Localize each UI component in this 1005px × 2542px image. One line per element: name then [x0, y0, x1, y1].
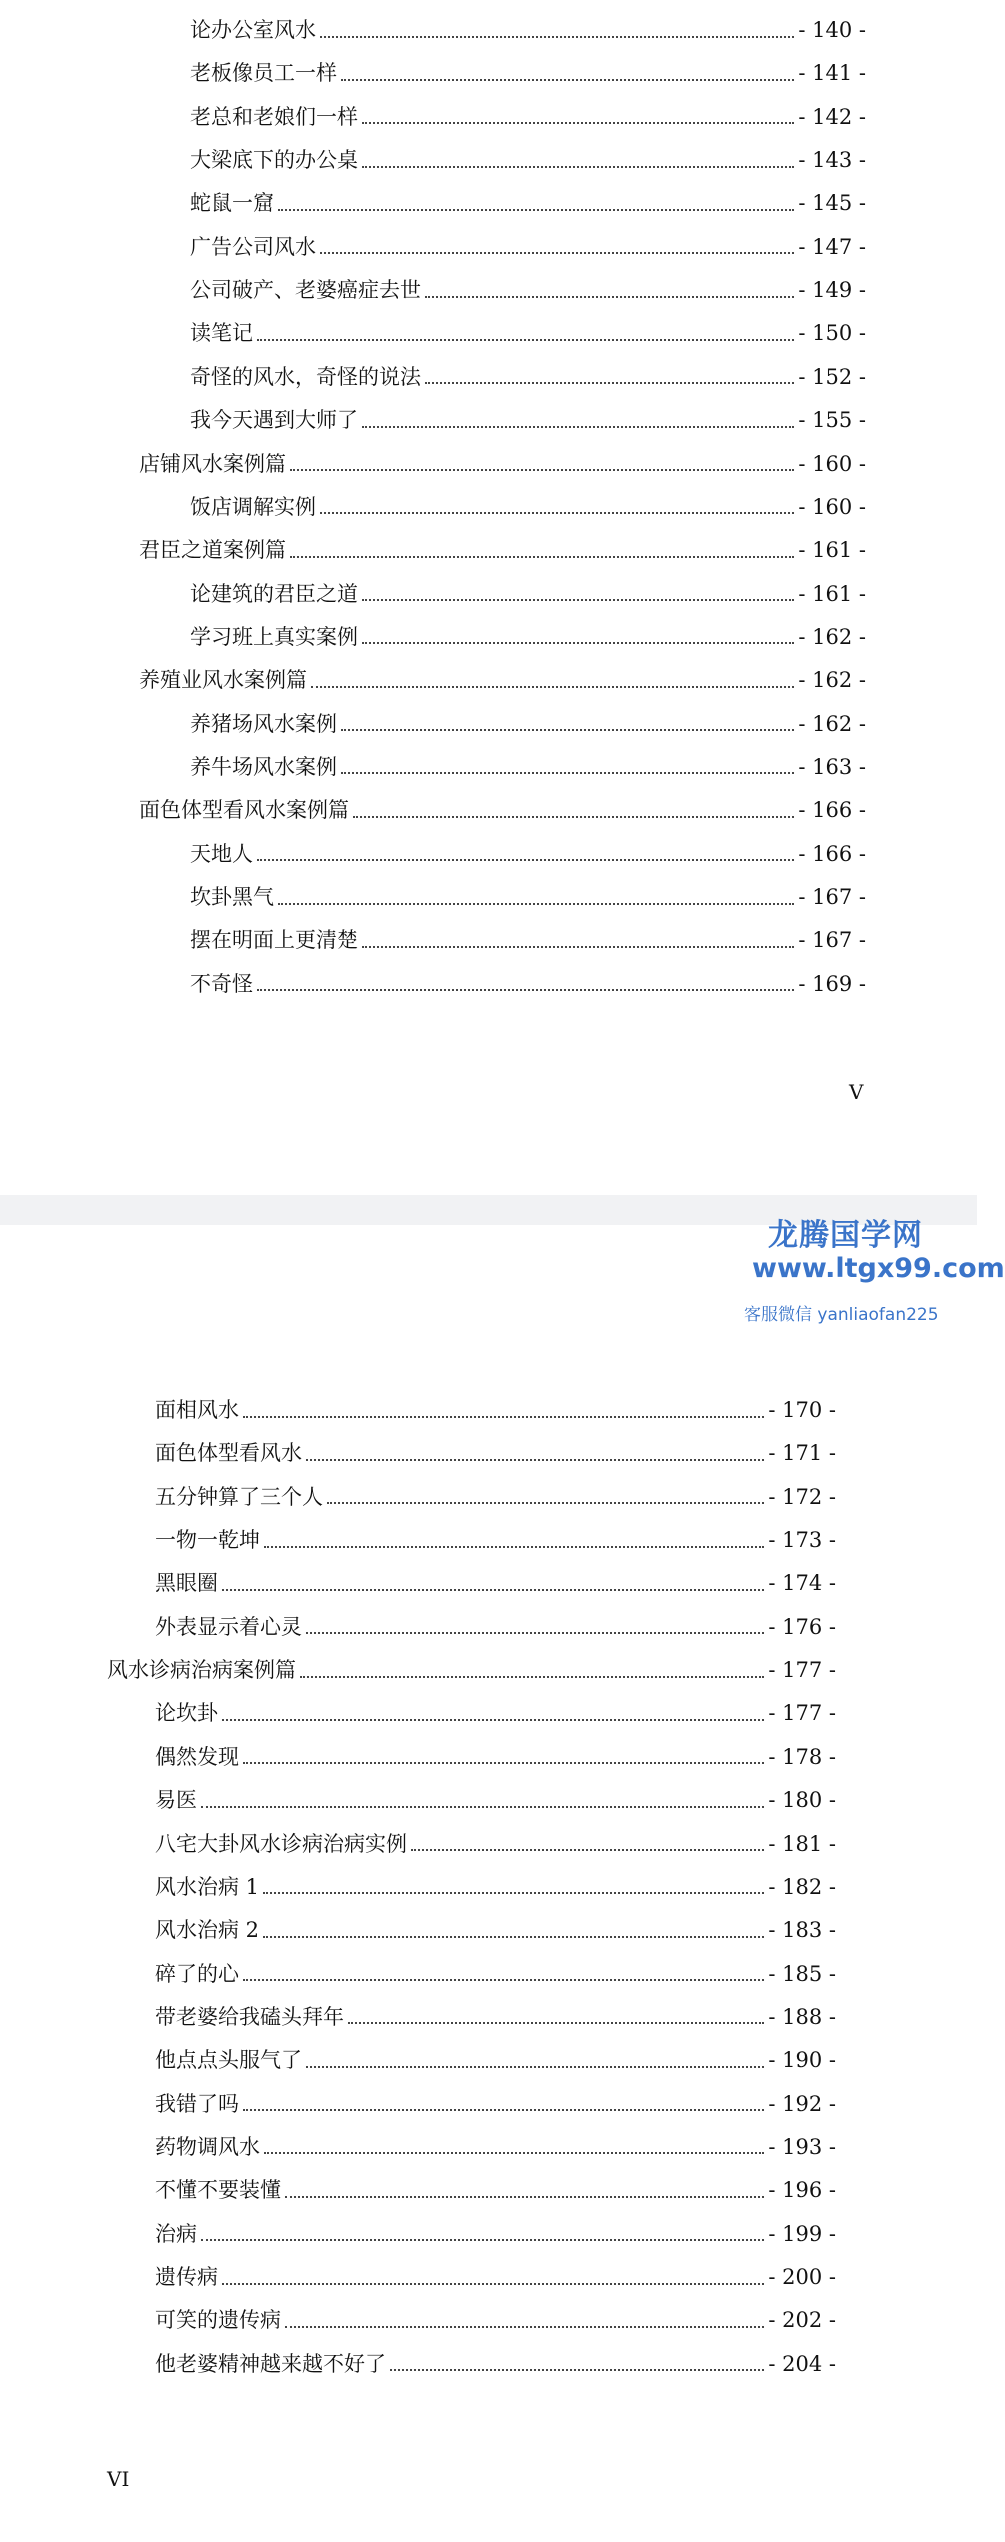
toc-entry[interactable] — [190, 839, 866, 869]
toc-entry[interactable] — [190, 709, 866, 739]
toc-entry-title: 君臣之道案例篇 — [139, 538, 286, 563]
toc-entry-title: 易医 — [155, 1788, 197, 1813]
toc-dot-leader — [222, 1718, 764, 1721]
toc-dot-leader — [243, 1761, 764, 1764]
watermark-url[interactable]: www.ltgx99.com — [752, 1253, 1005, 1284]
toc-entry-page: - 140 - — [798, 18, 866, 42]
toc-entry[interactable] — [190, 925, 866, 955]
toc-dot-leader — [243, 2108, 764, 2111]
toc-entry-title: 风水治病 1 — [155, 1874, 260, 1899]
toc-entry-title: 他点点头服气了 — [155, 2048, 302, 2073]
page-number-upper: V — [849, 1080, 864, 1104]
toc-entry-title: 奇怪的风水，奇怪的说法 — [190, 364, 421, 389]
toc-entry-title: 面相风水 — [155, 1398, 239, 1422]
toc-entry-page: - 167 - — [798, 928, 866, 953]
toc-entry-page: - 162 - — [798, 711, 866, 736]
toc-entry-title: 论坎卦 — [155, 1701, 218, 1726]
toc-entry-page: - 141 - — [798, 61, 866, 86]
toc-dot-leader — [306, 1631, 764, 1634]
toc-dot-leader — [425, 295, 794, 298]
toc-entry-title: 风水诊病治病案例篇 — [107, 1658, 296, 1683]
toc-entry-title: 论办公室风水 — [190, 18, 316, 42]
toc-dot-leader — [257, 988, 794, 991]
toc-entry-page: - 160 - — [798, 494, 866, 519]
toc-dot-leader — [278, 208, 794, 211]
toc-entry-title: 广告公司风水 — [190, 234, 316, 259]
toc-entry-title: 外表显示着心灵 — [155, 1614, 302, 1639]
toc-dot-leader — [306, 2065, 764, 2068]
toc-entry-title: 他老婆精神越来越不好了 — [155, 2351, 386, 2376]
toc-dot-leader — [264, 1545, 764, 1548]
toc-entry[interactable] — [155, 2175, 836, 2205]
toc-dot-leader — [390, 2368, 764, 2371]
toc-dot-leader — [201, 1805, 764, 1808]
toc-dot-leader — [263, 1935, 764, 1938]
toc-entry-title: 养牛场风水案例 — [190, 754, 337, 779]
toc-dot-leader — [362, 165, 794, 168]
toc-entry[interactable] — [155, 2262, 836, 2292]
toc-entry-page: - 171 - — [768, 1441, 836, 1466]
toc-dot-leader — [285, 2325, 764, 2328]
toc-entry-page: - 177 - — [768, 1658, 836, 1683]
toc-entry-title: 论建筑的君臣之道 — [190, 581, 358, 606]
toc-entry-page: - 152 - — [798, 364, 866, 389]
toc-entry-title: 风水治病 2 — [155, 1918, 260, 1943]
toc-dot-leader — [201, 2238, 764, 2241]
toc-dot-leader — [243, 1415, 764, 1418]
toc-entry-page: - 192 - — [768, 2091, 836, 2116]
toc-entry-page: - 199 - — [768, 2221, 836, 2246]
toc-entry[interactable] — [190, 102, 866, 132]
toc-entry-page: - 181 - — [768, 1831, 836, 1856]
toc-dot-leader — [341, 771, 794, 774]
toc-entry[interactable] — [155, 1959, 836, 1989]
toc-entry-page: - 150 - — [798, 321, 866, 346]
toc-entry-page: - 163 - — [798, 754, 866, 779]
toc-entry[interactable] — [155, 2089, 836, 2119]
toc-entry-page: - 147 - — [798, 234, 866, 259]
toc-entry[interactable] — [190, 492, 866, 522]
toc-entry-title: 摆在明面上更清楚 — [190, 928, 358, 953]
toc-entry-title: 治病 — [155, 2221, 197, 2246]
toc-entry[interactable] — [190, 275, 866, 305]
toc-entry[interactable] — [155, 1482, 836, 1512]
toc-dot-leader — [362, 598, 794, 601]
toc-entry-page: - 161 - — [798, 538, 866, 563]
toc-entry-page: - 145 - — [798, 191, 866, 216]
toc-entry[interactable] — [155, 1612, 836, 1642]
toc-entry-page: - 166 - — [798, 798, 866, 823]
toc-entry-page: - 196 - — [768, 2178, 836, 2203]
toc-entry-title: 蛇鼠一窟 — [190, 191, 274, 216]
toc-dot-leader — [290, 555, 794, 558]
toc-dot-leader — [306, 1458, 764, 1461]
toc-entry[interactable] — [155, 1568, 836, 1598]
toc-entry-page: - 149 - — [798, 278, 866, 303]
toc-entry-title: 公司破产、老婆癌症去世 — [190, 278, 421, 303]
toc-dot-leader — [320, 251, 794, 254]
toc-entry-page: - 180 - — [768, 1788, 836, 1813]
toc-entry-title: 老板像员工一样 — [190, 61, 337, 86]
toc-entry-page: - 155 - — [798, 408, 866, 433]
toc-entry-title: 天地人 — [190, 841, 253, 866]
toc-entry[interactable] — [155, 1829, 836, 1859]
toc-entry-page: - 178 - — [768, 1744, 836, 1769]
toc-dot-leader — [411, 1848, 764, 1851]
toc-entry-page: - 188 - — [768, 2004, 836, 2029]
toc-entry-title: 学习班上真实案例 — [190, 624, 358, 649]
toc-entry[interactable] — [155, 1525, 836, 1555]
toc-entry-page: - 162 - — [798, 624, 866, 649]
toc-entry[interactable] — [139, 665, 866, 695]
toc-dot-leader — [341, 728, 794, 731]
toc-entry-page: - 172 - — [768, 1484, 836, 1509]
toc-entry-title: 面色体型看风水案例篇 — [139, 798, 349, 823]
toc-entry[interactable] — [190, 318, 866, 348]
toc-entry-page: - 143 - — [798, 148, 866, 173]
toc-entry-title: 遗传病 — [155, 2265, 218, 2289]
toc-entry[interactable] — [139, 535, 866, 565]
toc-dot-leader — [263, 1891, 764, 1894]
toc-entry[interactable] — [190, 145, 866, 175]
toc-dot-leader — [222, 2282, 764, 2285]
toc-dot-leader — [278, 902, 794, 905]
toc-entry-title: 饭店调解实例 — [190, 494, 316, 519]
toc-entry[interactable] — [190, 58, 866, 88]
toc-entry-page: - 204 - — [768, 2351, 836, 2376]
toc-entry-title: 偶然发现 — [155, 1744, 239, 1769]
toc-entry[interactable] — [155, 1395, 836, 1425]
toc-entry[interactable] — [190, 969, 866, 999]
toc-dot-leader — [300, 1675, 764, 1678]
toc-entry-title: 药物调风水 — [155, 2134, 260, 2159]
toc-entry-title: 碎了的心 — [155, 1961, 239, 1986]
toc-entry-page: - 162 - — [798, 668, 866, 693]
toc-dot-leader — [362, 641, 794, 644]
toc-entry-page: - 173 - — [768, 1528, 836, 1553]
toc-dot-leader — [264, 2151, 764, 2154]
toc-entry-title: 我今天遇到大师了 — [190, 408, 358, 433]
toc-entry[interactable] — [107, 1655, 836, 1685]
toc-entry[interactable] — [155, 2305, 836, 2335]
toc-entry[interactable] — [190, 15, 866, 45]
toc-entry[interactable] — [155, 1915, 836, 1945]
toc-dot-leader — [311, 685, 794, 688]
toc-entry-page: - 193 - — [768, 2134, 836, 2159]
toc-dot-leader — [353, 815, 794, 818]
toc-entry[interactable] — [155, 1872, 836, 1902]
toc-dot-leader — [222, 1588, 764, 1591]
toc-entry-page: - 166 - — [798, 841, 866, 866]
toc-entry-title: 店铺风水案例篇 — [139, 451, 286, 476]
toc-entry-title: 可笑的遗传病 — [155, 2308, 281, 2333]
toc-entry-title: 不奇怪 — [190, 971, 253, 996]
toc-dot-leader — [257, 338, 794, 341]
toc-entry-title: 面色体型看风水 — [155, 1441, 302, 1466]
toc-entry-page: - 185 - — [768, 1961, 836, 1986]
toc-dot-leader — [257, 858, 794, 861]
toc-dot-leader — [285, 2195, 764, 2198]
toc-entry-page: - 170 - — [768, 1398, 836, 1422]
toc-dot-leader — [348, 2021, 764, 2024]
toc-entry[interactable] — [190, 579, 866, 609]
toc-dot-leader — [362, 425, 794, 428]
toc-entry[interactable] — [155, 1438, 836, 1468]
toc-dot-leader — [320, 511, 794, 514]
toc-dot-leader — [362, 121, 794, 124]
toc-entry-title: 黑眼圈 — [155, 1571, 218, 1596]
toc-entry[interactable] — [155, 2219, 836, 2249]
toc-entry-page: - 160 - — [798, 451, 866, 476]
watermark-title: 龙腾国学网 — [768, 1218, 923, 1253]
toc-entry-page: - 177 - — [768, 1701, 836, 1726]
toc-entry-page: - 161 - — [798, 581, 866, 606]
toc-dot-leader — [243, 1978, 764, 1981]
toc-entry-page: - 167 - — [798, 885, 866, 909]
toc-entry-page: - 182 - — [768, 1874, 836, 1899]
toc-entry[interactable] — [155, 1698, 836, 1728]
toc-entry[interactable] — [155, 1785, 836, 1815]
toc-entry-title: 老总和老娘们一样 — [190, 104, 358, 129]
toc-entry[interactable] — [155, 2045, 836, 2075]
watermark-contact: 客服微信 yanliaofan225 — [744, 1305, 939, 1325]
toc-entry-page: - 174 - — [768, 1571, 836, 1596]
toc-entry-title: 大梁底下的办公桌 — [190, 148, 358, 173]
toc-entry-title: 五分钟算了三个人 — [155, 1484, 323, 1509]
toc-dot-leader — [362, 945, 794, 948]
page-number-lower: VI — [107, 2467, 130, 2491]
toc-entry-page: - 200 - — [768, 2265, 836, 2289]
toc-entry[interactable] — [190, 188, 866, 218]
toc-entry-page: - 202 - — [768, 2308, 836, 2333]
toc-entry[interactable] — [190, 232, 866, 262]
toc-entry-page: - 183 - — [768, 1918, 836, 1943]
toc-entry-page: - 176 - — [768, 1614, 836, 1639]
toc-dot-leader — [320, 35, 794, 38]
toc-entry[interactable] — [190, 752, 866, 782]
toc-entry-title: 坎卦黑气 — [190, 885, 274, 909]
toc-entry-title: 不懂不要装懂 — [155, 2178, 281, 2203]
toc-entry[interactable] — [139, 449, 866, 479]
toc-dot-leader — [341, 78, 794, 81]
toc-entry-page: - 142 - — [798, 104, 866, 129]
toc-entry-title: 八宅大卦风水诊病治病实例 — [155, 1831, 407, 1856]
toc-entry[interactable] — [155, 2349, 836, 2379]
toc-entry[interactable] — [155, 1742, 836, 1772]
toc-dot-leader — [425, 381, 794, 384]
toc-entry[interactable] — [190, 405, 866, 435]
toc-dot-leader — [327, 1501, 764, 1504]
toc-entry[interactable] — [155, 2002, 836, 2032]
toc-entry-title: 带老婆给我磕头拜年 — [155, 2004, 344, 2029]
toc-entry-title: 养猪场风水案例 — [190, 711, 337, 736]
toc-entry-page: - 169 - — [798, 971, 866, 996]
toc-entry[interactable] — [190, 362, 866, 392]
toc-entry-title: 读笔记 — [190, 321, 253, 346]
toc-entry[interactable] — [190, 882, 866, 912]
toc-entry[interactable] — [155, 2132, 836, 2162]
toc-entry[interactable] — [190, 622, 866, 652]
toc-entry-title: 养殖业风水案例篇 — [139, 668, 307, 693]
toc-entry-title: 一物一乾坤 — [155, 1528, 260, 1553]
toc-entry[interactable] — [139, 795, 866, 825]
toc-dot-leader — [290, 468, 794, 471]
toc-entry-page: - 190 - — [768, 2048, 836, 2073]
toc-entry-title: 我错了吗 — [155, 2091, 239, 2116]
